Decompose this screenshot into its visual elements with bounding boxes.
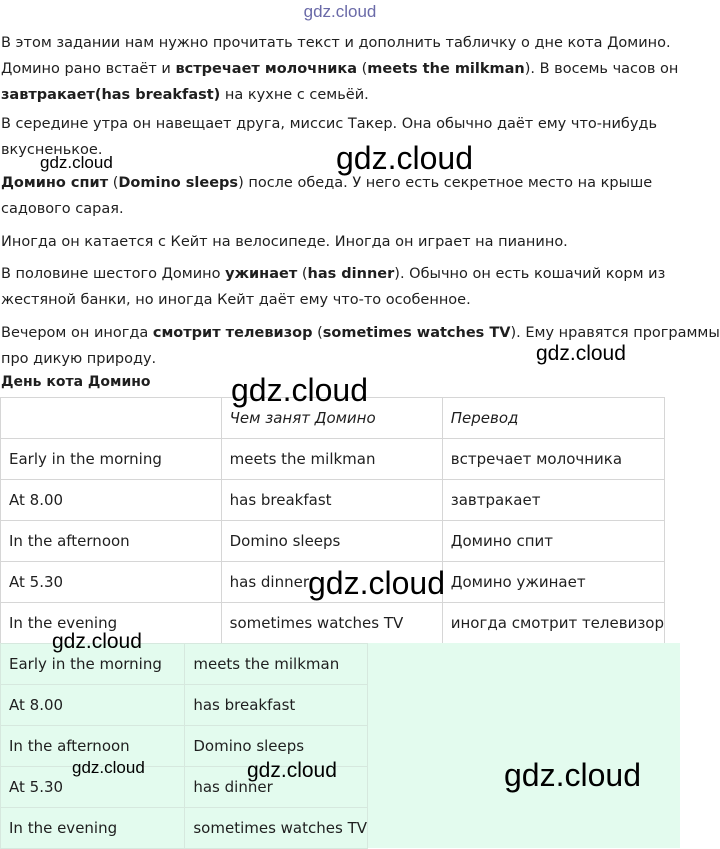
p3-line-2: садового сарая. <box>1 201 124 217</box>
p4-text: Иногда он катается с Кейт на велосипеде. Иногда он играет на пианино. <box>1 234 568 250</box>
time-cell: In the afternoon <box>1 726 185 767</box>
p5-text: ). Обычно он есть кошачий корм из <box>394 266 666 282</box>
table-row <box>1 808 368 849</box>
translation-cell: Домино ужинает <box>442 562 664 603</box>
table-title: День кота Домино <box>1 374 151 390</box>
p1-bold: встречает молочника <box>175 61 358 77</box>
time-cell: In the evening <box>1 603 222 644</box>
p6-text: ( <box>312 325 323 341</box>
time-cell: Early in the morning <box>1 439 222 480</box>
table-row <box>1 521 665 562</box>
header-cell: Перевод <box>442 398 664 439</box>
header-cell <box>1 398 222 439</box>
activity-cell: sometimes watches TV <box>185 808 368 849</box>
paragraph-3 <box>1 170 681 222</box>
p6-text: Вечером он иногда <box>1 325 153 341</box>
translation-cell: завтракает <box>442 480 664 521</box>
watermark: gdz.cloud <box>536 342 626 365</box>
p3-bold: Domino sleeps <box>118 175 239 191</box>
p2-line-1: В середине утра он навещает друга, миссис Такер. Она обычно даёт ему что-нибудь <box>1 116 657 132</box>
translation-cell: Домино спит <box>442 521 664 562</box>
watermark: gdz.cloud <box>336 140 473 176</box>
watermark: gdz.cloud <box>40 153 113 172</box>
table-row <box>1 480 665 521</box>
paragraph-4 <box>1 229 681 255</box>
time-cell: At 5.30 <box>1 767 185 808</box>
watermark: gdz.cloud <box>72 758 145 777</box>
p5-line-2: жестяной банки, но иногда Кейт даёт ему что-то особенное. <box>1 292 471 308</box>
activity-cell: meets the milkman <box>185 644 368 685</box>
p3-text: ) после обеда. У него есть секретное место на крыше <box>238 175 653 191</box>
translation-cell: встречает молочника <box>442 439 664 480</box>
p1-text: ( <box>357 61 368 77</box>
p1-line-1: В этом задании нам нужно прочитать текст и дополнить табличку о дне кота Домино. <box>1 35 671 51</box>
p5-text: В половине шестого Домино <box>1 266 226 282</box>
time-cell: At 8.00 <box>1 480 222 521</box>
p5-text: ( <box>297 266 308 282</box>
header-watermark: gdz.cloud <box>303 2 377 21</box>
time-cell: In the evening <box>1 808 185 849</box>
watermark: gdz.cloud <box>308 565 445 601</box>
p3-bold: Домино спит <box>1 175 109 191</box>
table-row <box>1 685 368 726</box>
activity-cell: has breakfast <box>221 480 442 521</box>
time-cell: In the afternoon <box>1 521 222 562</box>
watermark: gdz.cloud <box>52 630 142 653</box>
p3-text: ( <box>108 175 119 191</box>
activity-cell: has breakfast <box>185 685 368 726</box>
activity-cell: has dinner <box>185 767 368 808</box>
table-row <box>1 439 665 480</box>
activity-cell: sometimes watches TV <box>221 603 442 644</box>
activity-cell: has dinner <box>221 562 442 603</box>
p1-bold: meets the milkman <box>367 61 525 77</box>
p1-text: ). В восемь часов он <box>524 61 679 77</box>
header-cell: Чем занят Домино <box>221 398 442 439</box>
watermark: gdz.cloud <box>247 759 337 782</box>
activity-cell: Domino sleeps <box>221 521 442 562</box>
paragraph-1 <box>1 30 681 108</box>
p5-bold: ужинает <box>225 266 298 282</box>
p1-text: Домино рано встаёт и <box>1 61 176 77</box>
activity-cell: Domino sleeps <box>185 726 368 767</box>
activity-cell: meets the milkman <box>221 439 442 480</box>
translation-cell: иногда смотрит телевизор <box>442 603 664 644</box>
answer-table <box>0 643 368 849</box>
watermark: gdz.cloud <box>504 757 641 793</box>
watermark: gdz.cloud <box>231 372 368 408</box>
p6-text: ). Ему нравятся программы <box>510 325 720 341</box>
p5-bold: has dinner <box>307 266 395 282</box>
time-cell: Early in the morning <box>1 644 185 685</box>
p1-bold: завтракает(has breakfast) <box>1 87 221 103</box>
p6-bold: sometimes watches TV <box>322 325 511 341</box>
time-cell: At 5.30 <box>1 562 222 603</box>
p2-line-2: вкусненькое. <box>1 142 103 158</box>
paragraph-5 <box>1 261 681 313</box>
p1-text: на кухне с семьёй. <box>220 87 369 103</box>
domino-day-table <box>0 397 665 644</box>
p6-line-2: про дикую природу. <box>1 351 157 367</box>
p6-bold: смотрит телевизор <box>152 325 313 341</box>
time-cell: At 8.00 <box>1 685 185 726</box>
